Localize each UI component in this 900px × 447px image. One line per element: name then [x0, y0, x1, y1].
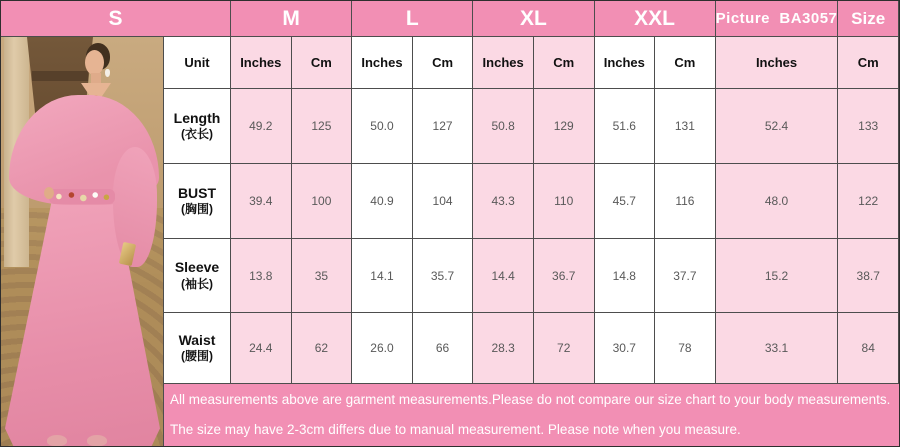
measurement-note: [164, 384, 899, 447]
length-l-cm: 129: [534, 89, 595, 164]
unit-col-m-cm: Cm: [413, 37, 474, 89]
row-label-waist: [164, 313, 231, 384]
length-l-inches: 50.8: [473, 89, 534, 164]
size-header-m: M: [231, 1, 352, 37]
measurement-note-line1: All measurements above are garment measurements.Please do not compare our size chart to your body measurements.: [170, 392, 891, 407]
row-label-length: [164, 89, 231, 164]
bust-m-inches: 40.9: [352, 164, 413, 239]
row-label-waist-en: Waist: [178, 331, 216, 348]
bust-xl-cm: 116: [655, 164, 716, 239]
size-header-l: L: [352, 1, 473, 37]
sleeve-m-cm: 35.7: [413, 239, 474, 313]
row-label-sleeve-en: Sleeve: [174, 259, 220, 276]
waist-l-cm: 72: [534, 313, 595, 384]
size-header-xxl: XXL: [595, 1, 716, 37]
unit-col-s-cm: Cm: [292, 37, 353, 89]
row-label-waist-zh: (腰围): [181, 349, 213, 364]
sleeve-l-cm: 36.7: [534, 239, 595, 313]
row-label-sleeve: [164, 239, 231, 313]
bust-l-inches: 43.3: [473, 164, 534, 239]
waist-s-inches: 24.4: [231, 313, 292, 384]
picture-header: Picture BA3057: [716, 1, 839, 37]
length-xl-cm: 131: [655, 89, 716, 164]
bust-l-cm: 110: [534, 164, 595, 239]
unit-col-xxl-cm: Cm: [838, 37, 899, 89]
unit-col-xl-inches: Inches: [595, 37, 656, 89]
unit-col-m-inches: Inches: [352, 37, 413, 89]
unit-label: Unit: [164, 37, 231, 89]
length-m-cm: 127: [413, 89, 474, 164]
row-label-bust: [164, 164, 231, 239]
left-shoe: [47, 435, 67, 446]
row-label-sleeve-zh: (袖长): [181, 276, 213, 291]
length-xl-inches: 51.6: [595, 89, 656, 164]
embroidered-belt: [49, 189, 115, 204]
model-face: [85, 50, 104, 75]
waist-s-cm: 62: [292, 313, 353, 384]
row-label-length-zh: (衣长): [181, 127, 213, 142]
size-header-s: S: [1, 1, 231, 37]
length-xxl-inches: 52.4: [716, 89, 839, 164]
unit-col-xxl-inches: Inches: [716, 37, 839, 89]
waist-xl-inches: 30.7: [595, 313, 656, 384]
bust-xl-inches: 45.7: [595, 164, 656, 239]
unit-col-l-cm: Cm: [534, 37, 595, 89]
length-xxl-cm: 133: [838, 89, 899, 164]
row-label-length-en: Length: [173, 109, 221, 126]
waist-xl-cm: 78: [655, 313, 716, 384]
waist-xxl-inches: 33.1: [716, 313, 839, 384]
length-s-inches: 49.2: [231, 89, 292, 164]
product-photo: [1, 37, 164, 447]
sleeve-s-inches: 13.8: [231, 239, 292, 313]
waist-m-inches: 26.0: [352, 313, 413, 384]
bust-m-cm: 104: [413, 164, 474, 239]
bust-xxl-cm: 122: [838, 164, 899, 239]
row-label-bust-en: BUST: [177, 184, 217, 201]
length-s-cm: 125: [292, 89, 353, 164]
bust-s-inches: 39.4: [231, 164, 292, 239]
waist-m-cm: 66: [413, 313, 474, 384]
sleeve-xxl-cm: 38.7: [838, 239, 899, 313]
size-header-xl: XL: [473, 1, 594, 37]
unit-col-l-inches: Inches: [473, 37, 534, 89]
bust-xxl-inches: 48.0: [716, 164, 839, 239]
measurement-note-line2: The size may have 2-3cm differs due to manual measurement. Please note when you measure.: [170, 422, 741, 437]
unit-col-s-inches: Inches: [231, 37, 292, 89]
earring: [105, 69, 110, 77]
length-m-inches: 50.0: [352, 89, 413, 164]
sleeve-s-cm: 35: [292, 239, 353, 313]
sleeve-xl-cm: 37.7: [655, 239, 716, 313]
right-shoe: [87, 435, 107, 446]
waist-l-inches: 28.3: [473, 313, 534, 384]
unit-col-xl-cm: Cm: [655, 37, 716, 89]
sleeve-m-inches: 14.1: [352, 239, 413, 313]
model-hand: [44, 187, 54, 199]
sleeve-l-inches: 14.4: [473, 239, 534, 313]
waist-xxl-cm: 84: [838, 313, 899, 384]
size-header-label: Size: [838, 1, 899, 37]
bust-s-cm: 100: [292, 164, 353, 239]
sleeve-xxl-inches: 15.2: [716, 239, 839, 313]
row-label-bust-zh: (胸围): [181, 202, 213, 217]
sleeve-xl-inches: 14.8: [595, 239, 656, 313]
